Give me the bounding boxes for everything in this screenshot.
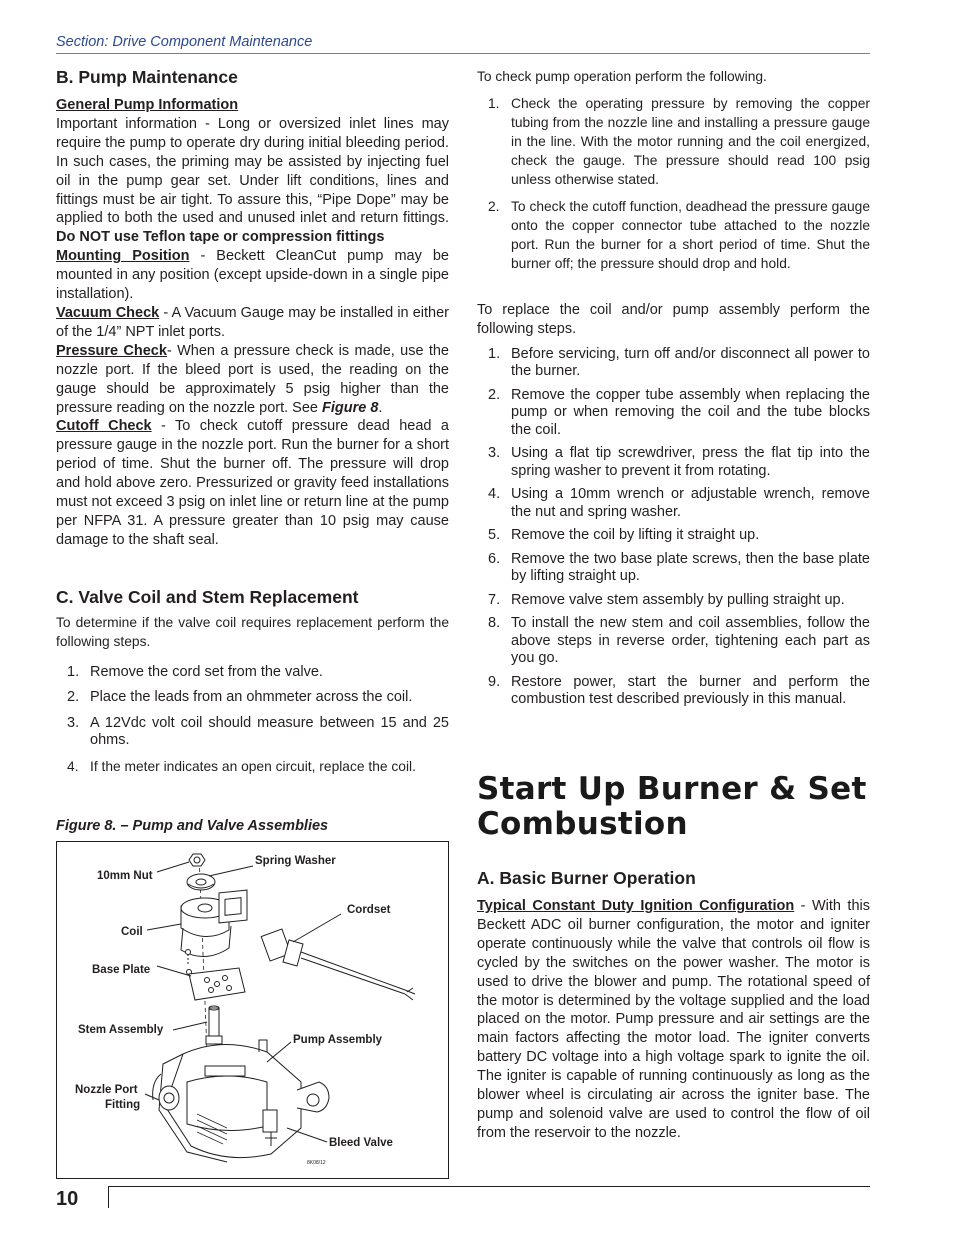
step-text: Remove the two base plate screws, then the base plate by lifting straight up. <box>511 550 870 585</box>
page-number: 10 <box>56 1188 79 1210</box>
list-item: 6. Remove the two base plate screws, then the base plate by lifting straight up. <box>488 550 870 585</box>
step-text: Check the operating pressure by removing the copper tubing from the nozzle line and installing a pressure gauge in the line. With the motor running and the coil energized, check the gauge. The pressure should read 100 psig unless otherwise stated. <box>511 95 870 187</box>
header-rule <box>56 53 870 54</box>
left-column <box>56 66 449 775</box>
list-item: 1. Check the operating pressure by removing the copper tubing from the nozzle line and installing a pressure gauge in the line. With the motor running and the coil energized, check the gauge. The pressure should read 100 psig unless otherwise stated. <box>488 95 870 187</box>
general-pump-info-label: General Pump Information <box>56 97 239 113</box>
mounting-position-label: Mounting Position <box>56 248 190 265</box>
label-pump-assembly: Pump Assembly <box>293 1034 383 1046</box>
vacuum-check-label: Vacuum Check <box>56 304 160 321</box>
pressure-check-paragraph <box>56 342 449 418</box>
list-item: 9. Restore power, start the burner and perform the combustion test described previously in this manual. <box>488 673 870 708</box>
mounting-position-text: - Beckett CleanCut pump may be mounted in any position (except upside-down in a single pipe installation). <box>56 248 449 303</box>
figure-8-reference: Figure 8 <box>322 399 379 416</box>
valve-coil-intro: To determine if the valve coil requires replacement perform the following steps. <box>56 614 449 649</box>
check-pump-intro: To check pump operation perform the following. <box>477 69 767 84</box>
list-item: 2. To check the cutoff function, deadhead the pressure gauge onto the copper connector tube attached to the nozzle port. Run the burner for a short period of time. Shut the burner off; the pressure should drop and hold. <box>488 198 870 271</box>
pressure-check-label: Pressure Check <box>56 342 167 359</box>
step-text: Restore power, start the burner and perform the combustion test described previously in this manual. <box>511 673 870 708</box>
list-item: 3. A 12Vdc volt coil should measure between 15 and 25 ohms. <box>67 714 449 749</box>
valve-coil-heading: C. Valve Coil and Stem Replacement <box>56 586 359 607</box>
config-label: Typical Constant Duty Ignition Configuration <box>477 898 795 914</box>
list-item: 2. Place the leads from an ohmmeter across the coil. <box>67 689 413 706</box>
cutoff-check-text: - To check cutoff pressure dead head a pressure gauge in the nozzle port. Run the burner for a short period of time. Shut the burner off. The pressure will drop and hold above zero. Pressurized or gravity feed installations must not exceed 3 psig on inlet line or return line at the pump per NFPA 31. A pressure greater than 10 psig may cause damage to the shaft seal. <box>56 418 449 548</box>
label-nozzle-port: Nozzle Port <box>75 1084 138 1096</box>
list-item: 2. Remove the copper tube assembly when replacing the pump or when removing the coil and the tube blocks the coil. <box>488 386 870 438</box>
figure-code: 8K08/12 <box>307 1160 326 1166</box>
label-nozzle-fitting: Fitting <box>105 1099 141 1111</box>
screw-icon <box>186 950 192 975</box>
footer-rule <box>108 1186 870 1187</box>
list-item: 7. Remove valve stem assembly by pulling straight up. <box>488 591 845 608</box>
pressure-check-text: - When a pressure check is made, use the nozzle port. If the bleed port is used, the reading on the gauge should be approximately 5 psig higher than the pressure reading on the nozzle port. See <box>56 342 449 416</box>
basic-operation-heading: A. Basic Burner Operation <box>477 868 696 888</box>
step-text: Using a 10mm wrench or adjustable wrench, remove the nut and spring washer. <box>511 486 870 520</box>
label-cordset: Cordset <box>347 904 391 916</box>
figure-caption: Figure 8. – Pump and Valve Assemblies <box>56 818 329 834</box>
spring-washer-icon <box>187 874 215 890</box>
stem-assembly-icon <box>206 1006 222 1044</box>
config-text: - With this Beckett ADC oil burner configuration, the motor and igniter operate continuously while the valve that controls oil flow is cycled by the switches on the power washer. The motor is used to drive the blower and pump. The rotational speed of the motor is determined by the voltage supplied and the load placed on the motor. Pump pressure and air settings are the main factors affecting the motor load. The igniter converts battery DC voltage into a high voltage spark to ignite the oil. The igniter is capable of running continuously as long as the blower wheel is circulating air across the igniter base. The pump and solenoid valve are used to control the flow of oil from the reservoir to the nozzle. <box>477 898 871 1141</box>
step-text: If the meter indicates an open circuit, replace the coil. <box>90 758 416 774</box>
pump-valve-diagram <box>57 842 448 1178</box>
step-text: Before servicing, turn off and/or disconnect all power to the burner. <box>511 345 870 380</box>
cordset-icon <box>261 929 415 1000</box>
general-pump-info-heading <box>56 96 449 115</box>
label-stem-assembly: Stem Assembly <box>78 1024 164 1036</box>
list-item: 5. Remove the coil by lifting it straight up. <box>488 527 760 544</box>
step-text: Remove the copper tube assembly when replacing the pump or when removing the coil and the tube blocks the coil. <box>511 386 870 438</box>
replace-intro: To replace the coil and/or pump assembly perform the following steps. <box>477 301 870 337</box>
label-base-plate: Base Plate <box>92 964 151 976</box>
step-text: To install the new stem and coil assemblies, follow the above steps in reverse order, tightening each part as you go. <box>511 615 870 667</box>
step-text: Remove the coil by lifting it straight up. <box>511 527 760 544</box>
list-item: 4. Using a 10mm wrench or adjustable wrench, remove the nut and spring washer. <box>488 486 870 520</box>
teflon-warning: Do NOT use Teflon tape or compression fittings <box>56 229 385 246</box>
general-pump-info-text <box>56 115 449 247</box>
config-paragraph <box>477 897 870 1143</box>
vacuum-check-paragraph <box>56 304 449 342</box>
figure-8-frame <box>56 841 449 1179</box>
section-header: Section: Drive Component Maintenance <box>56 34 313 50</box>
check-pump-steps <box>477 94 870 273</box>
step-text: Remove valve stem assembly by pulling straight up. <box>511 591 845 608</box>
list-item: 1. Remove the cord set from the valve. <box>67 663 323 680</box>
base-plate-icon <box>189 968 245 1000</box>
label-10mm-nut: 10mm Nut <box>97 870 153 882</box>
nut-icon <box>189 854 205 866</box>
valve-coil-steps <box>56 664 449 776</box>
step-text: A 12Vdc volt coil should measure between 15 and 25 ohms. <box>90 714 449 749</box>
step-text: Using a flat tip screwdriver, press the flat tip into the spring washer to prevent it from rotating. <box>511 445 870 479</box>
page-title <box>477 772 867 842</box>
step-text: To check the cutoff function, deadhead the pressure gauge onto the copper connector tube attached to the nozzle port. Run the burner for a short period of time. Shut the burner off; the pressure should drop and hold. <box>511 198 870 271</box>
pump-body-icon <box>153 1040 329 1162</box>
title-line-1: Start Up Burner & Set <box>477 771 867 807</box>
pressure-check-end: . <box>378 399 383 416</box>
footer-divider <box>108 1186 109 1208</box>
label-spring-washer: Spring Washer <box>255 855 336 867</box>
mounting-position-paragraph <box>56 247 449 304</box>
pump-maintenance-heading: B. Pump Maintenance <box>56 67 238 87</box>
label-bleed-valve: Bleed Valve <box>329 1137 393 1149</box>
list-item: 1. Before servicing, turn off and/or disconnect all power to the burner. <box>488 345 870 380</box>
list-item: 4. If the meter indicates an open circuit, replace the coil. <box>67 758 416 774</box>
cutoff-check-paragraph <box>56 417 449 549</box>
vacuum-check-text: - A Vacuum Gauge may be installed in either of the 1/4” NPT inlet ports. <box>56 304 449 340</box>
list-item: 3. Using a flat tip screwdriver, press the flat tip into the spring washer to prevent it from rotating. <box>488 445 870 479</box>
coil-icon <box>181 890 247 957</box>
right-column <box>477 66 870 709</box>
general-text: Important information - Long or oversized inlet lines may require the pump to operate dry during initial bleeding period. In such cases, the priming may be assisted by injecting fuel oil in the pump gear set. Under lift conditions, lines and fittings must be air tight. To assure this, “Pipe Dope” may be applied to both the used and unused inlet and return fittings. <box>56 115 449 227</box>
list-item: 8. To install the new stem and coil assemblies, follow the above steps in reverse order, tightening each part as you go. <box>488 615 870 667</box>
title-line-2: Combustion <box>477 806 688 842</box>
cutoff-check-label: Cutoff Check <box>56 418 152 435</box>
replace-steps <box>477 346 870 709</box>
step-text: Place the leads from an ohmmeter across the coil. <box>90 689 413 706</box>
step-text: Remove the cord set from the valve. <box>90 663 323 680</box>
label-coil: Coil <box>121 926 143 938</box>
basic-operation-section <box>477 867 870 1143</box>
